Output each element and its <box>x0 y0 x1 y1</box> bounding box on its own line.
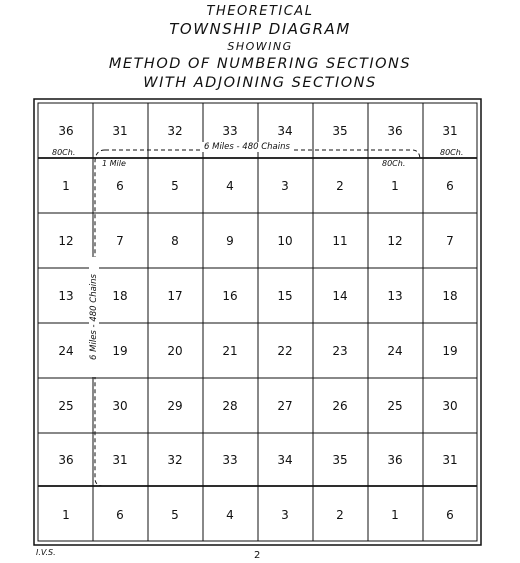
section-r0c2: 32 <box>167 124 183 138</box>
section-r4c5: 23 <box>332 344 348 358</box>
section-r5c6: 25 <box>387 399 403 413</box>
section-r7c6: 1 <box>391 508 399 522</box>
section-r4c7: 19 <box>442 344 458 358</box>
page-number: 2 <box>254 550 261 561</box>
chains-label-inner: 80Ch. <box>382 159 406 168</box>
section-r6c6: 36 <box>387 453 403 467</box>
section-r7c0: 1 <box>62 508 70 522</box>
section-r3c1: 18 <box>112 289 128 303</box>
section-r5c2: 29 <box>167 399 183 413</box>
section-r5c0: 25 <box>58 399 74 413</box>
section-r2c5: 11 <box>332 234 348 248</box>
section-r6c5: 35 <box>332 453 348 467</box>
one-mile-label: 1 Mile <box>102 159 126 168</box>
section-r0c3: 33 <box>222 124 238 138</box>
section-r6c3: 33 <box>222 453 238 467</box>
title-line-5: WITH ADJOINING SECTIONS <box>143 75 377 91</box>
section-r1c5: 2 <box>336 179 344 193</box>
section-r6c0: 36 <box>58 453 74 467</box>
section-r0c5: 35 <box>332 124 348 138</box>
section-r0c4: 34 <box>277 124 293 138</box>
section-r4c6: 24 <box>387 344 403 358</box>
section-r4c3: 21 <box>222 344 238 358</box>
section-r6c2: 32 <box>167 453 183 467</box>
section-r7c5: 2 <box>336 508 344 522</box>
section-r5c1: 30 <box>112 399 128 413</box>
section-r1c3: 4 <box>226 179 234 193</box>
section-r7c2: 5 <box>171 508 179 522</box>
section-r2c3: 9 <box>226 234 234 248</box>
section-r2c0: 12 <box>58 234 74 248</box>
section-r6c1: 31 <box>112 453 128 467</box>
horizontal-measure-label: 6 Miles - 480 Chains <box>204 142 290 152</box>
section-r3c5: 14 <box>332 289 348 303</box>
section-r5c3: 28 <box>222 399 238 413</box>
chains-label-top-left: 80Ch. <box>52 148 76 157</box>
section-r6c4: 34 <box>277 453 293 467</box>
section-r6c7: 31 <box>442 453 458 467</box>
section-r0c6: 36 <box>387 124 403 138</box>
title-line-4: METHOD OF NUMBERING SECTIONS <box>108 56 412 72</box>
section-r2c6: 12 <box>387 234 403 248</box>
chains-label-top-right: 80Ch. <box>440 148 464 157</box>
section-r3c2: 17 <box>167 289 183 303</box>
section-r2c4: 10 <box>277 234 293 248</box>
section-r3c3: 16 <box>222 289 238 303</box>
section-r0c1: 31 <box>112 124 128 138</box>
section-r4c2: 20 <box>167 344 183 358</box>
section-r7c1: 6 <box>116 508 124 522</box>
vertical-measure-label: 6 Miles - 480 Chains <box>89 257 99 377</box>
section-r1c1: 6 <box>116 179 124 193</box>
section-r1c6: 1 <box>391 179 399 193</box>
section-r2c1: 7 <box>116 234 124 248</box>
section-r3c6: 13 <box>387 289 403 303</box>
title-line-3: SHOWING <box>227 40 293 53</box>
initials-label: I.V.S. <box>36 548 56 557</box>
vertical-grid-lines <box>93 103 423 541</box>
section-r5c4: 27 <box>277 399 293 413</box>
section-r7c4: 3 <box>281 508 289 522</box>
title-line-2: TOWNSHIP DIAGRAM <box>169 20 351 38</box>
section-r0c7: 31 <box>442 124 458 138</box>
section-r3c0: 13 <box>58 289 74 303</box>
section-r2c2: 8 <box>171 234 179 248</box>
section-r2c7: 7 <box>446 234 454 248</box>
section-r4c4: 22 <box>277 344 293 358</box>
section-r5c7: 30 <box>442 399 458 413</box>
section-r3c7: 18 <box>442 289 458 303</box>
section-r4c1: 19 <box>112 344 128 358</box>
section-r3c4: 15 <box>277 289 293 303</box>
section-r7c3: 4 <box>226 508 234 522</box>
title-line-1: THEORETICAL <box>206 4 314 19</box>
section-r4c0: 24 <box>58 344 74 358</box>
section-r1c0: 1 <box>62 179 70 193</box>
section-r1c2: 5 <box>171 179 179 193</box>
section-r5c5: 26 <box>332 399 348 413</box>
section-r0c0: 36 <box>58 124 74 138</box>
section-r7c7: 6 <box>446 508 454 522</box>
section-r1c4: 3 <box>281 179 289 193</box>
section-r1c7: 6 <box>446 179 454 193</box>
